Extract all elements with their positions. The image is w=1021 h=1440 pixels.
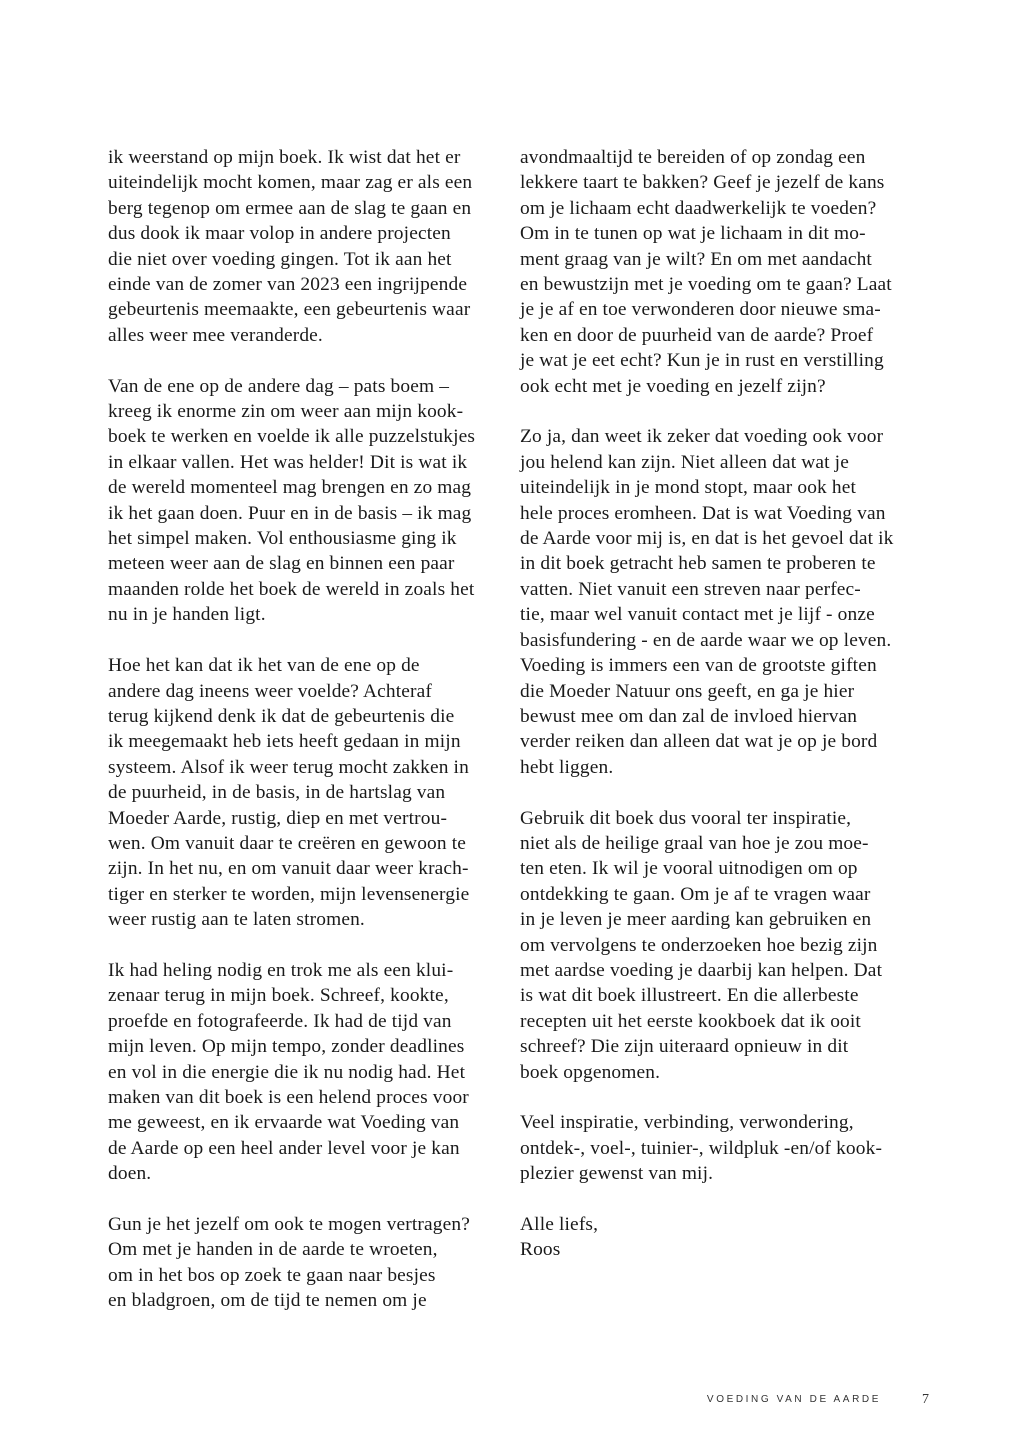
text-line: weer rustig aan te laten stromen.	[108, 909, 365, 931]
text-line: meteen weer aan de slag en binnen een paar	[108, 553, 455, 575]
text-line: boek te werken en voelde ik alle puzzelstukjes	[108, 426, 476, 448]
text-line: tiger en sterker te worden, mijn levensenergie	[108, 883, 470, 905]
text-line: om in het bos op zoek te gaan naar besjes	[108, 1264, 436, 1286]
text-line: in je leven je meer aarding kan gebruiken en	[520, 909, 872, 931]
paragraph	[520, 806, 920, 1085]
right-column	[520, 145, 920, 1288]
text-line: met aardse voeding je daarbij kan helpen. Dat	[520, 959, 883, 981]
text-line: maken van dit boek is een helend proces voor	[108, 1086, 469, 1108]
paragraph	[108, 145, 508, 348]
text-line: ken en door de puurheid van de aarde? Proef	[520, 324, 874, 346]
text-line: om je lichaam echt daadwerkelijk te voeden?	[520, 197, 877, 219]
text-line: uiteindelijk in je mond stopt, maar ook het	[520, 477, 857, 499]
running-title: VOEDING VAN DE AARDE	[706, 1394, 881, 1405]
left-column	[108, 145, 508, 1339]
text-line: proefde en fotografeerde. Ik had de tijd van	[108, 1010, 452, 1032]
text-line: alles weer mee veranderde.	[108, 324, 323, 346]
text-line: zenaar terug in mijn boek. Schreef, kookte,	[108, 985, 449, 1007]
text-line: het simpel maken. Vol enthousiasme ging ik	[108, 528, 457, 550]
paragraph	[108, 958, 508, 1187]
text-line: basisfundering - en de aarde waar we op leven.	[520, 629, 892, 651]
text-line: verder reiken dan alleen dat wat je op je bord	[520, 731, 878, 753]
text-line: einde van de zomer van 2023 een ingrijpende	[108, 274, 468, 296]
text-line: Hoe het kan dat ik het van de ene op de	[108, 655, 420, 677]
text-line: maanden rolde het boek de wereld in zoals het	[108, 578, 475, 600]
text-line: Moeder Aarde, rustig, diep en met vertrou-	[108, 807, 448, 829]
text-line: kreeg ik enorme zin om weer aan mijn kook-	[108, 401, 464, 423]
page-footer	[0, 1392, 1021, 1412]
text-line: de Aarde op een heel ander level voor je kan	[108, 1137, 460, 1159]
text-line: jou helend kan zijn. Niet alleen dat wat je	[520, 451, 849, 473]
text-line: ontdek-, voel-, tuinier-, wildpluk -en/of kook-	[520, 1137, 883, 1159]
text-line: de puurheid, in de basis, in de hartslag van	[108, 782, 446, 804]
page-number: 7	[922, 1392, 929, 1407]
closing-line: Alle liefs,	[520, 1214, 599, 1235]
paragraph	[520, 1110, 920, 1186]
text-line: berg tegenop om ermee aan de slag te gaan en	[108, 197, 472, 219]
text-line: en bladgroen, om de tijd te nemen om je	[108, 1290, 427, 1312]
author-name: Roos	[520, 1239, 561, 1261]
text-line: niet als de heilige graal van hoe je zou moe-	[520, 832, 869, 854]
text-line: systeem. Alsof ik weer terug mocht zakken in	[108, 756, 469, 778]
text-line: ontdekking te gaan. Om je af te vragen waar	[520, 883, 871, 905]
text-line: die niet over voeding gingen. Tot ik aan het	[108, 248, 452, 270]
text-line: ik het gaan doen. Puur en in de basis – ik mag	[108, 502, 472, 524]
text-line: Zo ja, dan weet ik zeker dat voeding ook voor	[520, 426, 884, 448]
text-line: avondmaaltijd te bereiden of op zondag een	[520, 147, 866, 168]
text-line: vatten. Niet vanuit een streven naar perfec-	[520, 578, 861, 600]
text-line: tie, maar wel vanuit contact met je lijf - onze	[520, 604, 875, 626]
text-line: mijn leven. Op mijn tempo, zonder deadlines	[108, 1036, 465, 1058]
text-line: ten eten. Ik wil je vooral uitnodigen om op	[520, 858, 858, 880]
text-line: Om met je handen in de aarde te wroeten,	[108, 1239, 438, 1261]
text-line: Voeding is immers een van de grootste giften	[520, 655, 877, 677]
text-line: in dit boek getracht heb samen te proberen te	[520, 553, 876, 575]
text-line: Gun je het jezelf om ook te mogen vertragen?	[108, 1214, 470, 1235]
text-line: wen. Om vanuit daar te creëren en gewoon te	[108, 832, 467, 854]
text-line: in elkaar vallen. Het was helder! Dit is wat ik	[108, 451, 468, 473]
text-line: lekkere taart te bakken? Geef je jezelf de kans	[520, 172, 885, 194]
text-line: en bewustzijn met je voeding om te gaan? Laat	[520, 274, 892, 296]
text-line: Gebruik dit boek dus vooral ter inspiratie,	[520, 807, 852, 829]
text-line: dus dook ik maar volop in andere projecten	[108, 223, 451, 245]
text-line: uiteindelijk mocht komen, maar zag er als een	[108, 172, 473, 194]
text-line: ik meegemaakt heb iets heeft gedaan in mijn	[108, 731, 461, 753]
text-line: hebt liggen.	[520, 756, 614, 778]
text-line: ook echt met je voeding en jezelf zijn?	[520, 375, 826, 397]
text-line: die Moeder Natuur ons geeft, en ga je hier	[520, 680, 855, 702]
text-line: en vol in die energie die ik nu nodig had. Het	[108, 1061, 466, 1083]
text-line: me geweest, en ik ervaarde wat Voeding van	[108, 1112, 460, 1134]
paragraph	[520, 424, 920, 780]
text-line: Ik had heling nodig en trok me als een klui-	[108, 959, 454, 981]
text-line: ik weerstand op mijn boek. Ik wist dat het er	[108, 147, 461, 168]
text-line: je je af en toe verwonderen door nieuwe sma-	[520, 299, 881, 321]
text-line: hele proces eromheen. Dat is wat Voeding van	[520, 502, 886, 524]
paragraph	[108, 653, 508, 932]
text-line: de wereld momenteel mag brengen en zo mag	[108, 477, 472, 499]
text-line: schreef? Die zijn uiteraard opnieuw in dit	[520, 1036, 849, 1058]
text-line: je wat je eet echt? Kun je in rust en verstilling	[520, 350, 884, 372]
text-line: Om in te tunen op wat je lichaam in dit mo-	[520, 223, 866, 245]
paragraph	[108, 374, 508, 628]
text-line: ment graag van je wilt? En om met aandacht	[520, 248, 872, 270]
text-line: recepten uit het eerste kookboek dat ik ooit	[520, 1010, 861, 1032]
text-line: gebeurtenis meemaakte, een gebeurtenis waar	[108, 299, 471, 321]
text-line: boek opgenomen.	[520, 1061, 661, 1083]
text-line: is wat dit boek illustreert. En die allerbeste	[520, 985, 859, 1007]
text-line: plezier gewenst van mij.	[520, 1163, 714, 1185]
signature	[520, 1212, 920, 1263]
text-line: Veel inspiratie, verbinding, verwondering,	[520, 1112, 854, 1134]
text-line: terug kijkend denk ik dat de gebeurtenis die	[108, 705, 455, 727]
text-line: andere dag ineens weer voelde? Achteraf	[108, 680, 433, 702]
text-line: bewust mee om dan zal de invloed hiervan	[520, 705, 858, 727]
text-line: doen.	[108, 1163, 152, 1185]
text-line: de Aarde voor mij is, en dat is het gevoel dat ik	[520, 528, 894, 550]
text-line: zijn. In het nu, en om vanuit daar weer krach-	[108, 858, 469, 880]
text-line: nu in je handen ligt.	[108, 604, 266, 626]
paragraph	[520, 145, 920, 399]
text-line: Van de ene op de andere dag – pats boem –	[108, 375, 450, 397]
paragraph	[108, 1212, 508, 1314]
text-line: om vervolgens te onderzoeken hoe bezig zijn	[520, 934, 878, 956]
